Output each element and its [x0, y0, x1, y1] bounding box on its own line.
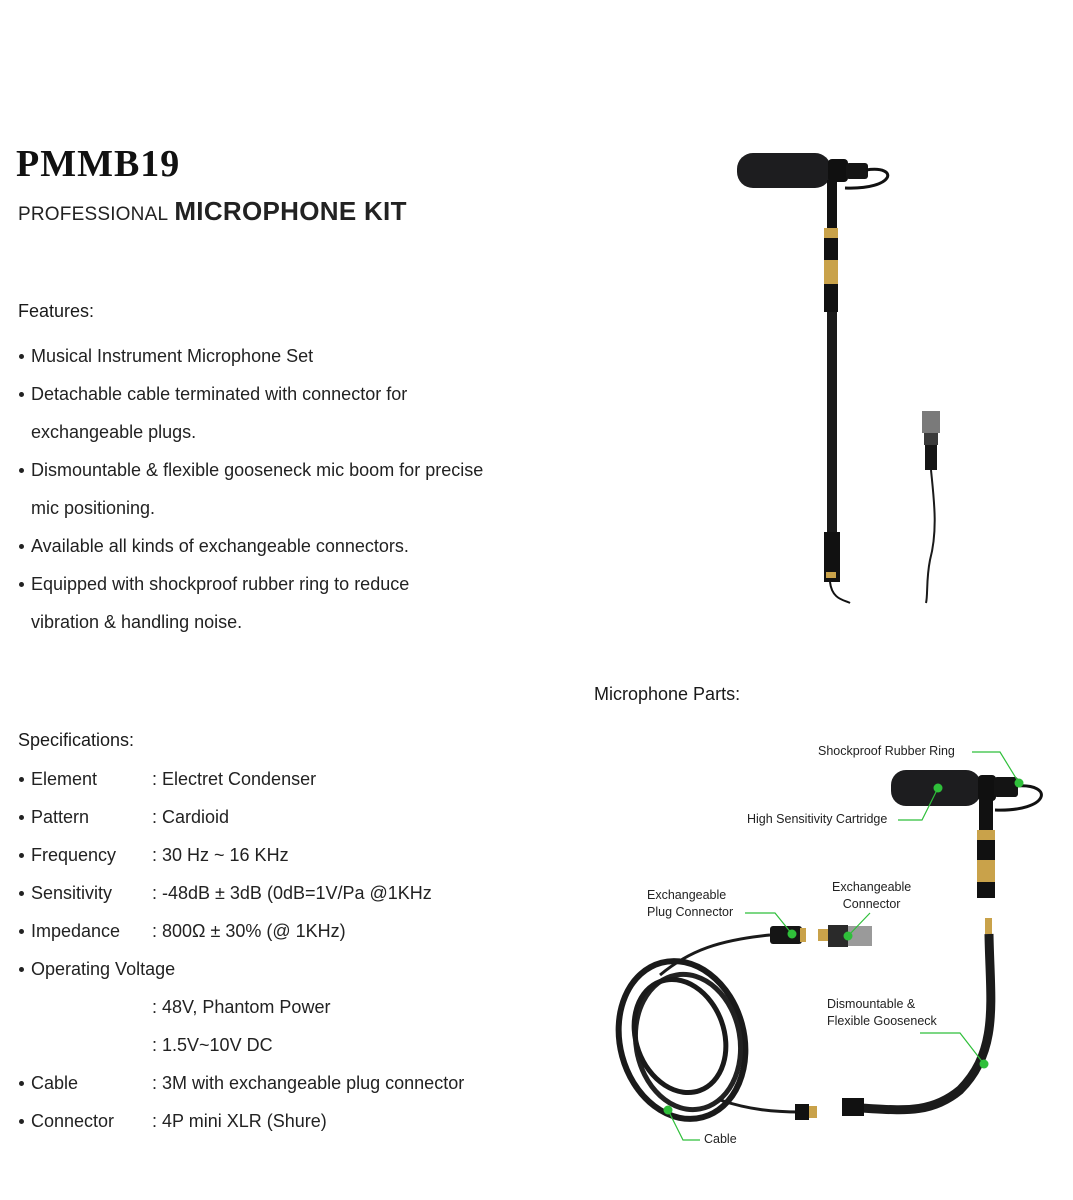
parts-heading: Microphone Parts:	[594, 684, 741, 704]
spec-value: : Cardioid	[152, 807, 230, 827]
subtitle-bold: MICROPHONE KIT	[174, 196, 407, 226]
feature-item: Dismountable & flexible gooseneck mic boom for precise mic positioning.	[18, 451, 496, 527]
spec-name: Pattern	[31, 807, 90, 827]
product-mic	[737, 153, 940, 603]
spec-name: Element	[31, 769, 98, 789]
spec-name: Frequency	[31, 845, 117, 865]
label-shockproof-ring: Shockproof Rubber Ring	[818, 744, 955, 758]
feature-item: Available all kinds of exchangeable connectors.	[18, 527, 558, 565]
spec-name: Impedance	[31, 921, 121, 941]
spec-value: : 4P mini XLR (Shure)	[152, 1111, 327, 1131]
label-connector-line2: Connector	[842, 897, 901, 911]
product-subtitle	[18, 196, 407, 227]
spec-name: Sensitivity	[31, 883, 113, 903]
spec-value: : Electret Condenser	[152, 769, 317, 789]
label-gooseneck	[827, 996, 937, 1030]
spec-value: : 48V, Phantom Power	[152, 997, 331, 1017]
bullet	[19, 967, 24, 972]
features-heading: Features:	[18, 301, 95, 321]
feature-item: Equipped with shockproof rubber ring to reduce vibration & handling noise.	[18, 565, 476, 641]
spec-name: Cable	[31, 1073, 79, 1093]
bullet	[19, 853, 24, 858]
bullet	[19, 1119, 24, 1124]
label-exchangeable-connector	[832, 879, 911, 913]
features-list	[18, 337, 558, 641]
bullet	[19, 777, 24, 782]
label-gooseneck-line1: Dismountable &	[827, 997, 916, 1011]
label-cable: Cable	[704, 1132, 737, 1146]
spec-name: Connector	[31, 1111, 115, 1131]
spec-value: : -48dB ± 3dB (0dB=1V/Pa @1KHz	[152, 883, 432, 903]
label-plug-line1: Exchangeable	[647, 888, 727, 902]
subtitle-light: PROFESSIONAL	[18, 204, 169, 225]
bullet	[19, 891, 24, 896]
label-cartridge: High Sensitivity Cartridge	[747, 812, 888, 826]
bullet	[19, 1081, 24, 1086]
feature-item: Detachable cable terminated with connector for exchangeable plugs.	[18, 375, 486, 451]
spec-value: : 800Ω ± 30% (@ 1KHz)	[152, 921, 346, 941]
spec-name: Operating Voltage	[31, 959, 176, 979]
label-plug-connector	[647, 887, 733, 921]
spec-value: : 1.5V~10V DC	[152, 1035, 273, 1055]
label-gooseneck-line2: Flexible Gooseneck	[827, 1014, 937, 1028]
label-plug-line2: Plug Connector	[647, 905, 734, 919]
feature-item: Musical Instrument Microphone Set	[18, 337, 558, 375]
spec-value: : 30 Hz ~ 16 KHz	[152, 845, 289, 865]
model-number: PMMB19	[16, 143, 181, 185]
bullet	[19, 815, 24, 820]
bullet	[19, 929, 24, 934]
label-connector-line1: Exchangeable	[832, 880, 912, 894]
specifications-heading: Specifications:	[18, 730, 135, 750]
spec-value: : 3M with exchangeable plug connector	[152, 1073, 465, 1093]
